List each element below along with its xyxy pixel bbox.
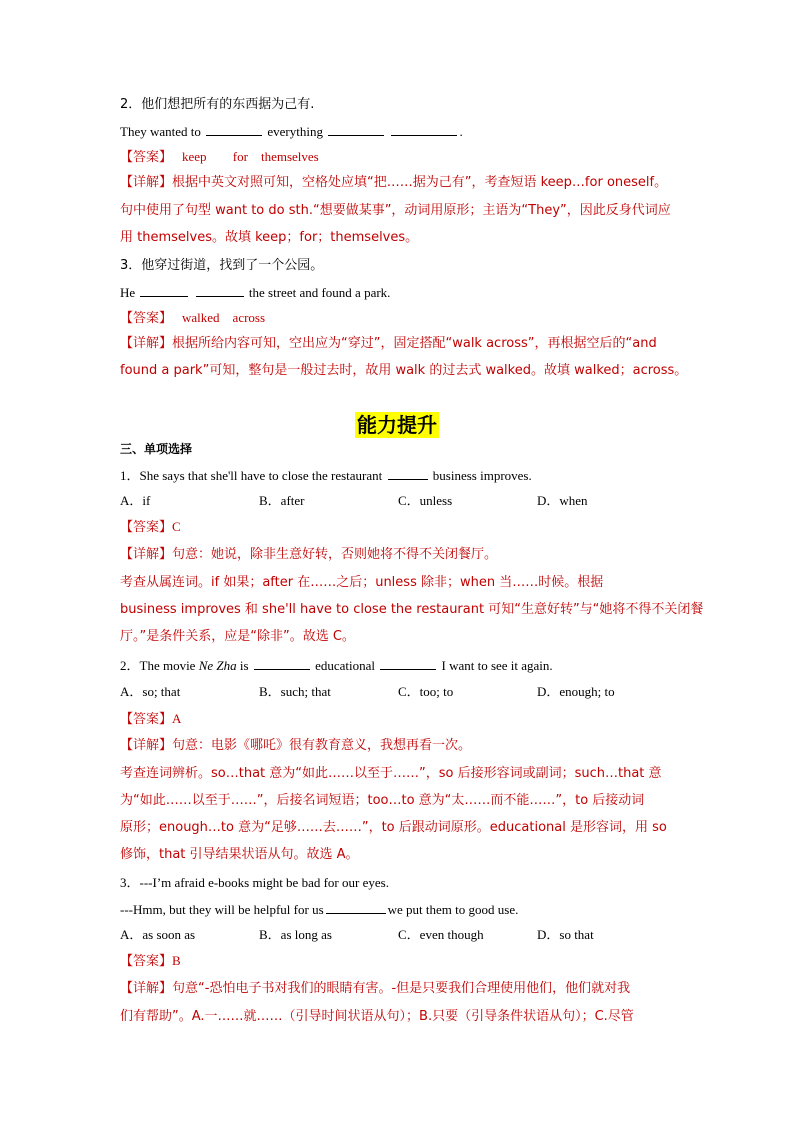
q2-answer-text: keep for themselves	[182, 149, 319, 164]
detail-label: 【详解】	[120, 547, 173, 562]
mc-q1-option-d[interactable]: D．when	[537, 493, 588, 508]
mc-q2-detail-3: 为“如此……以至于……”，后接名词短语；too…to 意为“太……而不能……”，to 后接动词	[120, 793, 645, 808]
q3-prompt: 3．他穿过街道，找到了一个公园。	[120, 258, 324, 273]
mc-q3-stem-2	[120, 900, 518, 919]
mc-q2-option-b[interactable]: B．such; that	[259, 684, 331, 699]
mc-q1-stem	[120, 466, 532, 485]
mc-q1-options	[120, 492, 676, 510]
mc-q2-blank-2[interactable]	[380, 656, 436, 670]
q3-answer-text: walked across	[182, 310, 266, 325]
mc-q2-option-a[interactable]: A．so; that	[120, 684, 181, 699]
q3-sentence-a: He	[120, 285, 136, 300]
answer-label: 【答案】	[120, 954, 173, 969]
q3-detail-text-1: 根据所给内容可知，空出应为“穿过”，固定搭配“walk across”，再根据空后的“and	[172, 336, 657, 351]
q3-detail-2: found a park”可知，整句是一般过去时，故用 walk 的过去式 walked。故填 walked；across。	[120, 363, 688, 378]
q2-sentence-a: They wanted to	[120, 124, 201, 139]
q2-detail-3: 用 themselves。故填 keep；for；themselves。	[120, 230, 419, 245]
mc-q2-stem	[120, 656, 553, 675]
section-heading: 三、单项选择	[120, 442, 193, 456]
mc-q1-detail-4: 厅。”是条件关系，应是“除非”。故选 C。	[120, 629, 355, 644]
mc-q3-detail-1	[120, 980, 630, 998]
mc-q1-option-a[interactable]: A．if	[120, 493, 151, 508]
mc-q1-detail-3: business improves 和 she'll have to close the restaurant 可知“生意好转”与“她将不得不关闭餐	[120, 602, 704, 617]
mc-q1-detail-2: 考查从属连词。if 如果；after 在……之后；unless 除非；when 当……时候。根据	[120, 575, 604, 590]
mc-q3-options	[120, 926, 676, 944]
mc-q2-options	[120, 683, 676, 701]
q3-blank-2[interactable]	[196, 283, 244, 297]
mc-q2-detail-text-1: 句意：电影《哪吒》很有教育意义，我想再看一次。	[172, 738, 472, 753]
mc-q1-stem-after: business improves.	[432, 468, 532, 483]
mc-q1-answer-text: C	[172, 519, 181, 534]
mc-q1-stem-text: 1．She says that she'll have to close the restaurant	[120, 468, 383, 483]
mc-q3-detail-text-1: 句意“-恐怕电子书对我们的眼睛有害。-但是只要我们合理使用他们，他们就对我	[172, 981, 631, 996]
mc-q3-option-b[interactable]: B．as long as	[259, 927, 332, 942]
mc-q2-stem-b: is	[236, 658, 249, 673]
answer-label: 【答案】	[120, 311, 173, 326]
mc-q2-stem-c: educational	[315, 658, 375, 673]
mc-q1-answer	[120, 518, 181, 537]
mc-q3-answer	[120, 952, 181, 971]
q2-blank-1[interactable]	[206, 122, 262, 136]
mc-q1-detail-1	[120, 546, 497, 564]
mc-q2-detail-4: 原形；enough…to 意为“足够……去……”，to 后跟动词原形。educational 是形容词，用 so	[120, 820, 667, 835]
mc-q1-option-c[interactable]: C．unless	[398, 493, 453, 508]
q2-sentence	[120, 122, 463, 141]
mc-q2-blank-1[interactable]	[254, 656, 310, 670]
mc-q3-option-c[interactable]: C．even though	[398, 927, 484, 942]
q2-sentence-end: .	[459, 124, 463, 139]
q2-detail-text-1: 根据中英文对照可知，空格处应填“把……据为己有”，考查短语 keep…for oneself。	[172, 175, 668, 190]
mc-q2-stem-d: I want to see it again.	[441, 658, 553, 673]
mc-q3-stem-2a: ---Hmm, but they will be helpful for us	[120, 902, 324, 917]
mc-q2-stem-a: 2．The movie	[120, 658, 199, 673]
mc-q2-answer-text: A	[172, 711, 182, 726]
detail-label: 【详解】	[120, 738, 173, 753]
mc-q3-option-a[interactable]: A．as soon as	[120, 927, 196, 942]
mc-q1-option-b[interactable]: B．after	[259, 493, 305, 508]
mc-q3-detail-2: 们有帮助”。A.一……就……（引导时间状语从句）；B.只要（引导条件状语从句）；C.尽管	[120, 1009, 634, 1024]
detail-label: 【详解】	[120, 175, 173, 190]
mc-q2-option-c[interactable]: C．too; to	[398, 684, 454, 699]
q2-detail-1	[120, 174, 667, 192]
mc-q2-answer	[120, 710, 181, 729]
mc-q2-detail-2: 考查连词辨析。so…that 意为“如此……以至于……”，so 后接形容词或副词；such…that 意	[120, 766, 662, 781]
mc-q2-movie-title: Ne Zha	[198, 658, 237, 673]
mc-q3-stem-1: 3．---I’m afraid e-books might be bad for our eyes.	[120, 875, 389, 890]
mc-q1-detail-text-1: 句意：她说，除非生意好转，否则她将不得不关闭餐厅。	[172, 547, 498, 562]
detail-label: 【详解】	[120, 336, 173, 351]
mc-q2-option-d[interactable]: D．enough; to	[537, 684, 615, 699]
mc-q3-option-d[interactable]: D．so that	[537, 927, 594, 942]
q2-blank-3[interactable]	[391, 122, 457, 136]
mc-q2-detail-5: 修饰，that 引导结果状语从句。故选 A。	[120, 847, 359, 862]
q2-answer	[120, 148, 319, 167]
q3-detail-1	[120, 335, 657, 353]
answer-label: 【答案】	[120, 712, 173, 727]
mc-q3-stem-2b: we put them to good use.	[387, 902, 519, 917]
q2-sentence-b: everything	[267, 124, 323, 139]
section-title-wrap	[0, 412, 794, 438]
answer-label: 【答案】	[120, 150, 173, 165]
q3-sentence	[120, 283, 390, 302]
section-title: 能力提升	[357, 413, 437, 437]
q2-prompt: 2．他们想把所有的东西据为己有.	[120, 97, 315, 112]
q3-answer	[120, 309, 265, 328]
q3-sentence-b: the street and found a park.	[248, 285, 391, 300]
mc-q3-blank[interactable]	[326, 900, 386, 914]
mc-q2-detail-1	[120, 737, 471, 755]
mc-q3-answer-text: B	[172, 953, 181, 968]
detail-label: 【详解】	[120, 981, 173, 996]
q2-blank-2[interactable]	[328, 122, 384, 136]
answer-label: 【答案】	[120, 520, 173, 535]
mc-q1-blank[interactable]	[388, 466, 428, 480]
q2-detail-2: 句中使用了句型 want to do sth.“想要做某事”，动词用原形；主语为“They”，因此反身代词应	[120, 203, 671, 218]
q3-blank-1[interactable]	[140, 283, 188, 297]
